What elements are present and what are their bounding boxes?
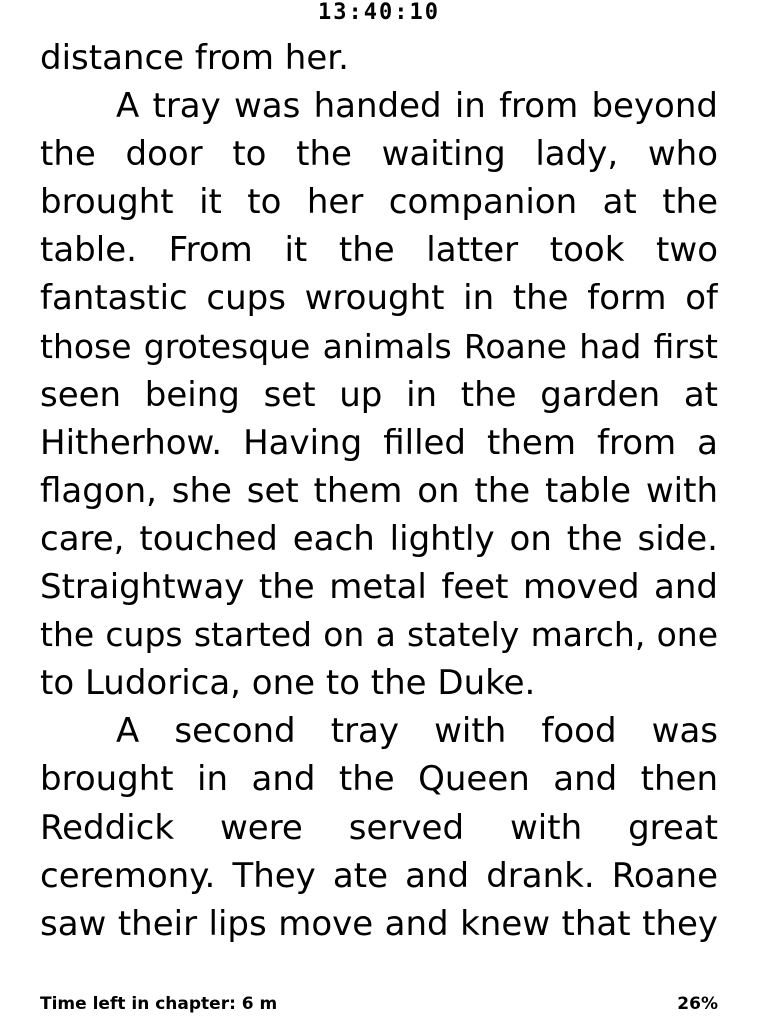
text-line-paragraph-start: A second tray with food was [116,711,718,752]
text-line: ceremony. They ate and drank. Roane [40,855,718,896]
text-line: care, touched each lightly on the side. [40,518,718,559]
text-line: Straightway the metal feet moved and [40,567,718,608]
text-line: Hitherhow. Having filled them from a [40,422,718,463]
text-line: Reddick were served with great [40,807,718,848]
book-page-text[interactable] [40,34,718,948]
text-line-paragraph-start: A tray was handed in from beyond [116,86,718,127]
text-line: seen being set up in the garden at [40,374,718,415]
text-line: distance from her. [40,38,349,78]
text-line: the cups started on a stately march, one [40,615,718,655]
text-line: those grotesque animals Roane had first [40,326,718,366]
time-left-in-chapter: Time left in chapter: 6 m [40,994,278,1014]
reader-footer [40,992,718,1016]
text-line: saw their lips move and knew that they [40,903,718,944]
text-line: fantastic cups wrought in the form of [40,278,718,319]
text-line: the door to the waiting lady, who [40,134,718,175]
text-line: to Ludorica, one to the Duke. [40,663,536,704]
clock: 13:40:10 [318,0,440,25]
text-line: table. From it the latter took two [40,230,718,271]
reading-progress: 26% [677,994,718,1014]
text-line: flagon, she set them on the table with [40,470,718,511]
text-line: brought it to her companion at the [40,182,718,223]
text-line: brought in and the Queen and then [40,759,718,800]
